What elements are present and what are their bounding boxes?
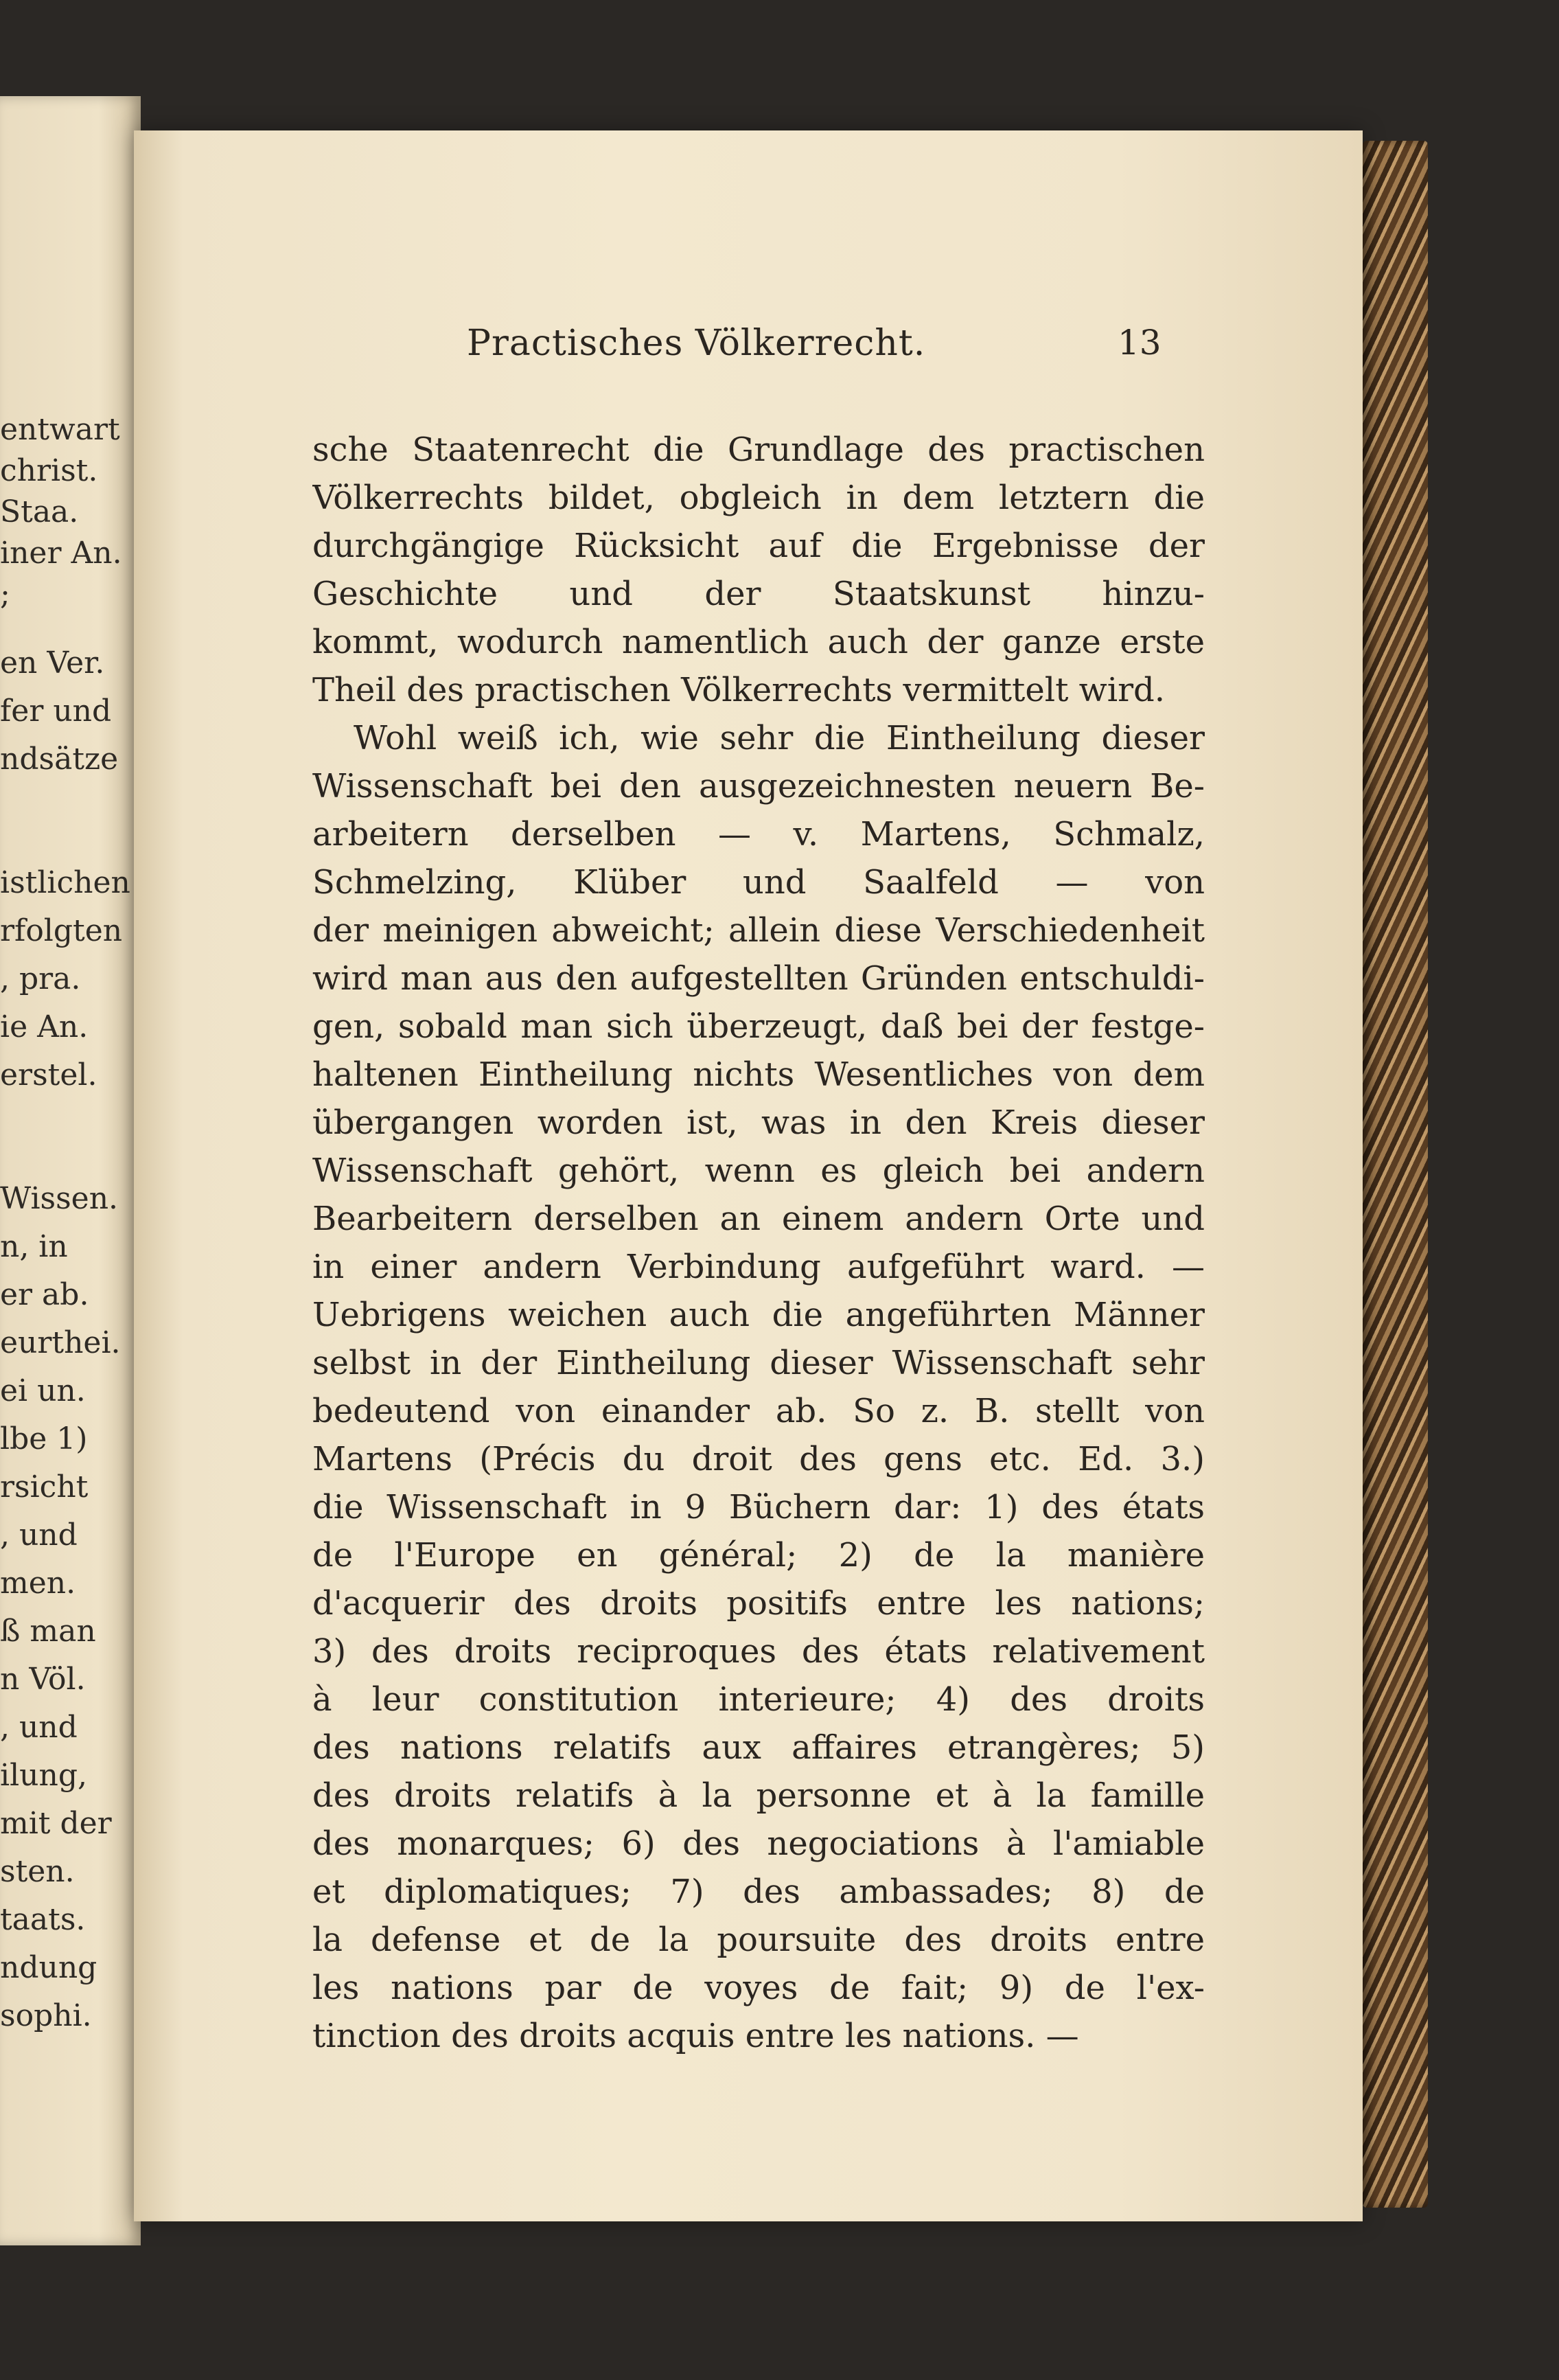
text-line: Bearbeitern derselben an einem andern Orte und — [312, 1200, 1205, 1238]
text-line: Uebrigens weichen auch die angeführten Männer — [312, 1296, 1205, 1334]
text-line: des monarques; 6) des negociations à l'amiable — [312, 1824, 1205, 1863]
text-line: durchgängige Rücksicht auf die Ergebnisse der — [312, 527, 1205, 565]
text-line: tinction des droits acquis entre les nations. — — [312, 2017, 1079, 2055]
left-fragment: entwart — [0, 412, 120, 447]
text-line: bedeutend von einander ab. So z. B. stellt von — [312, 1392, 1205, 1430]
text-line: der meinigen abweicht; allein diese Verschiedenheit — [312, 911, 1205, 950]
text-line: übergangen worden ist, was in den Kreis dieser — [312, 1103, 1205, 1142]
left-fragment: ndsätze — [0, 742, 119, 777]
left-fragment: ß man — [0, 1614, 96, 1649]
text-line: d'acquerir des droits positifs entre les nations; — [312, 1584, 1205, 1623]
text-line: 3) des droits reciproques des états relativement — [312, 1632, 1205, 1671]
left-fragment: sophi. — [0, 1998, 92, 2033]
text-line: des droits relatifs à la personne et à la famille — [312, 1776, 1205, 1815]
body-text — [312, 426, 1205, 2060]
left-fragment: iner An. — [0, 536, 122, 571]
left-fragment: lbe 1) — [0, 1421, 88, 1456]
text-line: à leur constitution interieure; 4) des droits — [312, 1680, 1205, 1719]
text-line: les nations par de voyes de fait; 9) de l'ex- — [312, 1969, 1205, 2007]
left-fragment: men. — [0, 1566, 76, 1601]
text-line: kommt, wodurch namentlich auch der ganze erste — [312, 623, 1205, 661]
left-fragment: mit der — [0, 1806, 112, 1841]
left-fragment: en Ver. — [0, 645, 105, 680]
text-line: Schmelzing, Klüber und Saalfeld — von — [312, 863, 1205, 902]
running-head: Practisches Völkerrecht. — [467, 323, 926, 364]
text-line: gen, sobald man sich überzeugt, daß bei der festge- — [312, 1007, 1205, 1046]
text-line: Theil des practischen Völkerrechts vermittelt wird. — [312, 671, 1165, 709]
text-line: haltenen Eintheilung nichts Wesentliches von dem — [312, 1055, 1205, 1094]
text-line: de l'Europe en général; 2) de la manière — [312, 1536, 1205, 1575]
left-fragment: erstel. — [0, 1057, 97, 1092]
text-line: des nations relatifs aux affaires etrangères; 5) — [312, 1728, 1205, 1767]
text-line: Martens (Précis du droit des gens etc. Ed. 3.) — [312, 1440, 1205, 1478]
left-fragment: ie An. — [0, 1009, 89, 1044]
text-line: la defense et de la poursuite des droits entre — [312, 1921, 1205, 1959]
left-fragment: istlichen — [0, 865, 130, 900]
left-fragment: ilung, — [0, 1758, 87, 1793]
left-fragment: , pra. — [0, 961, 81, 996]
left-fragment: ei un. — [0, 1373, 86, 1408]
left-fragment: Wissen. — [0, 1181, 119, 1216]
text-line: die Wissenschaft in 9 Büchern dar: 1) des états — [312, 1488, 1205, 1526]
text-line: Geschichte und der Staatskunst hinzu- — [312, 575, 1205, 613]
text-line: arbeitern derselben — v. Martens, Schmalz, — [312, 815, 1205, 854]
text-line: Völkerrechts bildet, obgleich in dem letztern die — [312, 479, 1205, 517]
left-fragment: n Völ. — [0, 1662, 86, 1697]
left-fragment: sten. — [0, 1854, 75, 1889]
left-fragment: ; — [0, 577, 10, 612]
left-fragment: n, in — [0, 1229, 68, 1264]
text-line: Wohl weiß ich, wie sehr die Eintheilung dieser — [354, 719, 1205, 757]
left-fragment: taats. — [0, 1902, 86, 1937]
text-line: sche Staatenrecht die Grundlage des practischen — [312, 431, 1205, 469]
left-fragment: rsicht — [0, 1469, 89, 1504]
text-line: selbst in der Eintheilung dieser Wissenschaft sehr — [312, 1344, 1205, 1382]
text-line: wird man aus den aufgestellten Gründen entschuldi- — [312, 959, 1205, 998]
left-fragment: ndung — [0, 1950, 97, 1985]
left-page-edge — [0, 96, 141, 2245]
left-fragment: er ab. — [0, 1277, 89, 1312]
text-line: et diplomatiques; 7) des ambassades; 8) de — [312, 1873, 1205, 1911]
left-fragment: rfolgten — [0, 913, 123, 948]
text-line: in einer andern Verbindung aufgeführt ward. — — [312, 1248, 1205, 1286]
left-fragment: eurthei. — [0, 1325, 121, 1360]
text-line: Wissenschaft bei den ausgezeichnesten neuern Be- — [312, 767, 1205, 805]
page-number: 13 — [1118, 323, 1162, 363]
marbled-fore-edge — [1363, 141, 1428, 2208]
left-fragment: , und — [0, 1710, 78, 1745]
text-line: Wissenschaft gehört, wenn es gleich bei andern — [312, 1152, 1205, 1190]
left-fragment: christ. — [0, 453, 98, 488]
left-fragment: , und — [0, 1518, 78, 1553]
left-fragment: fer und — [0, 694, 112, 729]
left-fragment: Staa. — [0, 494, 79, 529]
